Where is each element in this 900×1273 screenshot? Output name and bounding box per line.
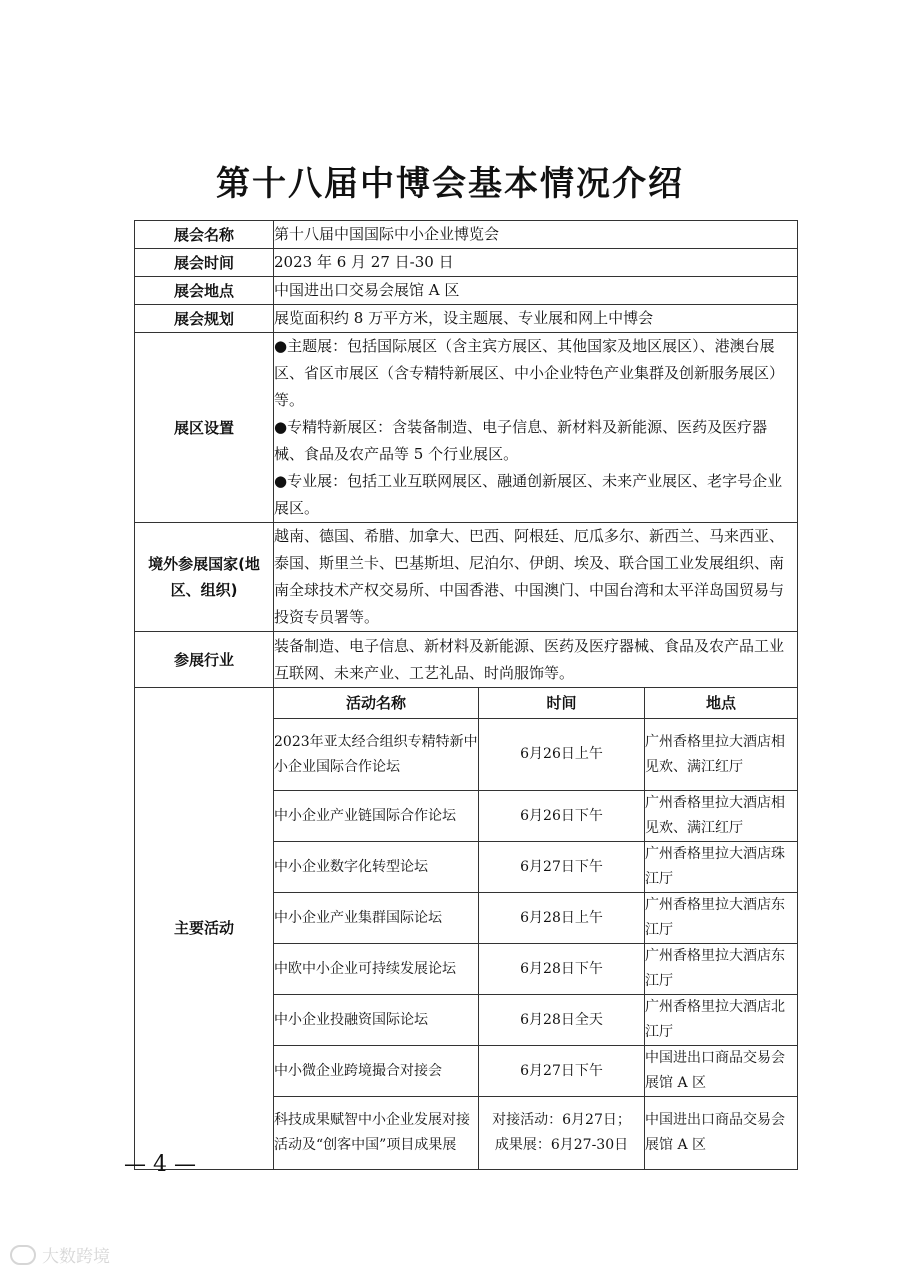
activity-row bbox=[274, 1046, 797, 1097]
activity-place: 中国进出口商品交易会展馆 A 区 bbox=[645, 1097, 798, 1169]
table-row bbox=[135, 249, 798, 277]
table-row bbox=[135, 305, 798, 333]
row-label-industries: 参展行业 bbox=[135, 632, 274, 688]
activity-row bbox=[274, 791, 797, 842]
activity-name: 中小企业投融资国际论坛 bbox=[274, 995, 479, 1046]
activity-name: 中小微企业跨境撮合对接会 bbox=[274, 1046, 479, 1097]
page-title: 第十八届中博会基本情况介绍 bbox=[216, 164, 684, 204]
activity-name: 科技成果赋智中小企业发展对接活动及“创客中国”项目成果展 bbox=[274, 1097, 479, 1169]
header-time: 时间 bbox=[479, 688, 645, 719]
activity-name: 中小企业产业链国际合作论坛 bbox=[274, 791, 479, 842]
activity-row bbox=[274, 893, 797, 944]
row-label-zones: 展区设置 bbox=[135, 333, 274, 523]
activity-time: 6月28日全天 bbox=[479, 995, 645, 1046]
row-label-activities: 主要活动 bbox=[135, 688, 274, 1170]
row-label-plan: 展会规划 bbox=[135, 305, 274, 333]
activity-row bbox=[274, 944, 797, 995]
page-number: — 4 — bbox=[124, 1152, 196, 1177]
activity-time bbox=[479, 1097, 645, 1169]
row-value-name: 第十八届中国国际中小企业博览会 bbox=[274, 221, 798, 249]
row-value-countries: 越南、德国、希腊、加拿大、巴西、阿根廷、厄瓜多尔、新西兰、马来西亚、泰国、斯里兰卡、巴基斯坦、尼泊尔、伊朗、埃及、联合国工业发展组织、南南全球技术产权交易所、中国香港、中国澳门、中国台湾和太平洋岛国贸易与投资专员署等。 bbox=[274, 523, 798, 632]
zone-item: ●专业展：包括工业互联网展区、融通创新展区、未来产业展区、老字号企业展区。 bbox=[274, 472, 783, 517]
row-label-countries: 境外参展国家(地区、组织) bbox=[135, 523, 274, 632]
row-value-industries: 装备制造、电子信息、新材料及新能源、医药及医疗器械、食品及农产品工业互联网、未来产业、工艺礼品、时尚服饰等。 bbox=[274, 632, 798, 688]
activity-place: 广州香格里拉大酒店相见欢、满江红厅 bbox=[645, 791, 798, 842]
zone-item: ●主题展：包括国际展区（含主宾方展区、其他国家及地区展区）、港澳台展区、省区市展区（含专精特新展区、中小企业特色产业集群及创新服务展区）等。 bbox=[274, 337, 785, 409]
info-table bbox=[134, 220, 798, 1170]
activity-time: 6月28日下午 bbox=[479, 944, 645, 995]
activity-time: 6月28日上午 bbox=[479, 893, 645, 944]
activity-name: 2023年亚太经合组织专精特新中小企业国际合作论坛 bbox=[274, 719, 479, 791]
activity-time-line: 成果展：6月27-30日 bbox=[494, 1136, 629, 1153]
row-value-plan: 展览面积约 8 万平方米，设主题展、专业展和网上中博会 bbox=[274, 305, 798, 333]
row-label-venue: 展会地点 bbox=[135, 277, 274, 305]
row-value-venue: 中国进出口交易会展馆 A 区 bbox=[274, 277, 798, 305]
table-row bbox=[135, 333, 798, 523]
activity-place: 广州香格里拉大酒店东江厅 bbox=[645, 944, 798, 995]
header-place: 地点 bbox=[645, 688, 798, 719]
activity-name: 中小企业产业集群国际论坛 bbox=[274, 893, 479, 944]
activity-place: 广州香格里拉大酒店相见欢、满江红厅 bbox=[645, 719, 798, 791]
activity-name: 中欧中小企业可持续发展论坛 bbox=[274, 944, 479, 995]
activity-time: 6月27日下午 bbox=[479, 1046, 645, 1097]
table-row bbox=[135, 221, 798, 249]
activity-time: 6月26日上午 bbox=[479, 719, 645, 791]
watermark-text: 大数跨境 bbox=[42, 1247, 110, 1267]
activities-cell bbox=[274, 688, 798, 1170]
activity-place: 广州香格里拉大酒店珠江厅 bbox=[645, 842, 798, 893]
activities-header bbox=[274, 688, 797, 719]
activity-place: 广州香格里拉大酒店东江厅 bbox=[645, 893, 798, 944]
activity-time-line: 对接活动：6月27日； bbox=[492, 1111, 631, 1128]
activity-time: 6月26日下午 bbox=[479, 791, 645, 842]
watermark-logo-icon bbox=[10, 1245, 36, 1265]
table-row bbox=[135, 688, 798, 1170]
activity-row bbox=[274, 719, 797, 791]
table-row bbox=[135, 632, 798, 688]
row-value-time: 2023 年 6 月 27 日-30 日 bbox=[274, 249, 798, 277]
header-activity-name: 活动名称 bbox=[274, 688, 479, 719]
row-label-name: 展会名称 bbox=[135, 221, 274, 249]
table-row bbox=[135, 277, 798, 305]
activity-place: 广州香格里拉大酒店北江厅 bbox=[645, 995, 798, 1046]
row-value-zones bbox=[274, 333, 798, 523]
activity-row bbox=[274, 842, 797, 893]
activity-row bbox=[274, 995, 797, 1046]
watermark bbox=[10, 1242, 110, 1267]
zone-item: ●专精特新展区：含装备制造、电子信息、新材料及新能源、医药及医疗器械、食品及农产品等 5 个行业展区。 bbox=[274, 418, 768, 463]
activity-place: 中国进出口商品交易会展馆 A 区 bbox=[645, 1046, 798, 1097]
row-label-time: 展会时间 bbox=[135, 249, 274, 277]
activities-table bbox=[274, 688, 797, 1169]
table-row bbox=[135, 523, 798, 632]
activity-name: 中小企业数字化转型论坛 bbox=[274, 842, 479, 893]
activity-time: 6月27日下午 bbox=[479, 842, 645, 893]
activity-row bbox=[274, 1097, 797, 1169]
